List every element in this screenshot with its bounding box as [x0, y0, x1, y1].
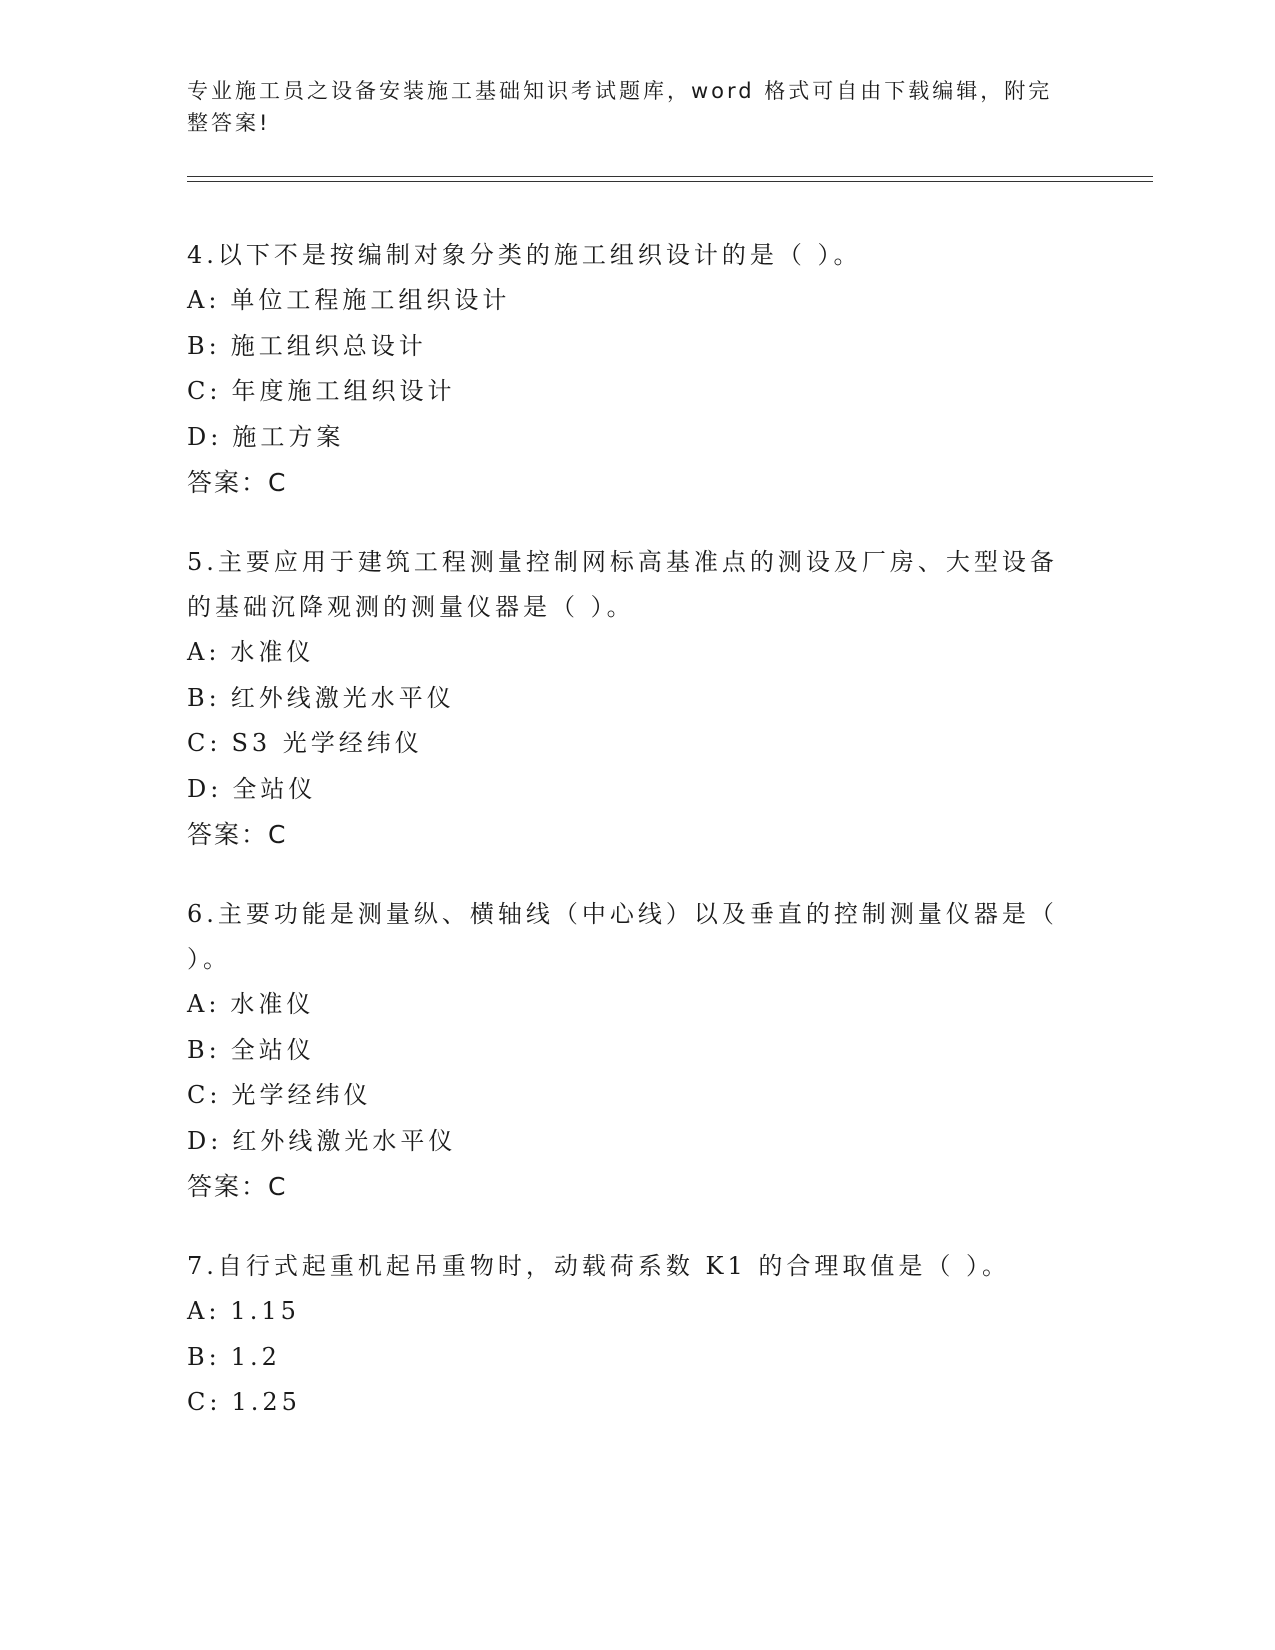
option-c — [187, 1380, 1067, 1426]
question-list — [187, 233, 1067, 1461]
option-text: 水准仪 — [230, 990, 315, 1018]
option-key: C: — [187, 1081, 222, 1109]
question-stem: 4.以下不是按编制对象分类的施工组织设计的是（ ）。 — [187, 241, 862, 269]
option-text: 单位工程施工组织设计 — [230, 286, 511, 314]
option-text: 1.2 — [230, 1342, 281, 1371]
header-divider-bottom — [187, 181, 1153, 182]
option-b — [187, 1028, 1067, 1074]
option-text: 施工方案 — [232, 422, 345, 451]
question-stem: 7.自行式起重机起吊重物时，动载荷系数 K1 的合理取值是（ ）。 — [187, 1252, 1010, 1280]
option-text: 1.25 — [231, 1388, 301, 1416]
answer-line: 答案：C — [187, 820, 288, 849]
option-text: 红外线激光水平仪 — [230, 683, 455, 712]
option-c — [187, 369, 1067, 415]
option-key: D: — [187, 422, 223, 451]
option-text: 年度施工组织设计 — [231, 377, 456, 405]
document-header: 专业施工员之设备安装施工基础知识考试题库，word 格式可自由下载编辑，附完整答案! — [187, 79, 1053, 135]
option-text: 全站仪 — [232, 774, 317, 803]
option-key: A: — [187, 990, 221, 1018]
option-key: C: — [187, 377, 222, 405]
option-text: 水准仪 — [230, 638, 315, 666]
option-d — [187, 415, 1067, 461]
option-key: A: — [187, 1297, 221, 1325]
option-text: 施工组织总设计 — [230, 331, 427, 360]
option-text: 光学经纬仪 — [231, 1081, 372, 1109]
option-key: A: — [187, 638, 221, 666]
option-c — [187, 721, 1067, 767]
option-key: B: — [187, 331, 221, 360]
option-key: D: — [187, 1126, 223, 1155]
question-stem: 5.主要应用于建筑工程测量控制网标高基准点的测设及厂房、大型设备的基础沉降观测的测量仪器是（ ）。 — [187, 548, 1058, 621]
option-key: C: — [187, 1388, 222, 1416]
option-a — [187, 1289, 1067, 1335]
option-text: 全站仪 — [230, 1035, 315, 1064]
option-text: 1.15 — [230, 1297, 300, 1325]
answer-line: 答案：C — [187, 1172, 288, 1201]
option-a — [187, 982, 1067, 1028]
option-b — [187, 1335, 1067, 1381]
option-key: A: — [187, 286, 221, 314]
option-d — [187, 767, 1067, 813]
answer-line: 答案：C — [187, 468, 288, 497]
option-key: B: — [187, 683, 221, 712]
option-key: B: — [187, 1035, 221, 1064]
option-c — [187, 1073, 1067, 1119]
header-divider-top — [187, 176, 1153, 177]
option-b — [187, 324, 1067, 370]
option-key: D: — [187, 774, 223, 803]
question-stem: 6.主要功能是测量纵、横轴线（中心线）以及垂直的控制测量仪器是（ ）。 — [187, 900, 1058, 973]
option-b — [187, 676, 1067, 722]
option-text: 红外线激光水平仪 — [232, 1126, 457, 1155]
option-key: B: — [187, 1342, 221, 1371]
option-d — [187, 1119, 1067, 1165]
option-a — [187, 278, 1067, 324]
question-4 — [187, 233, 1067, 505]
option-text: S3 光学经纬仪 — [231, 729, 423, 757]
question-7 — [187, 1244, 1067, 1426]
option-key: C: — [187, 729, 222, 757]
question-6 — [187, 892, 1067, 1209]
option-a — [187, 630, 1067, 676]
question-5 — [187, 540, 1067, 857]
